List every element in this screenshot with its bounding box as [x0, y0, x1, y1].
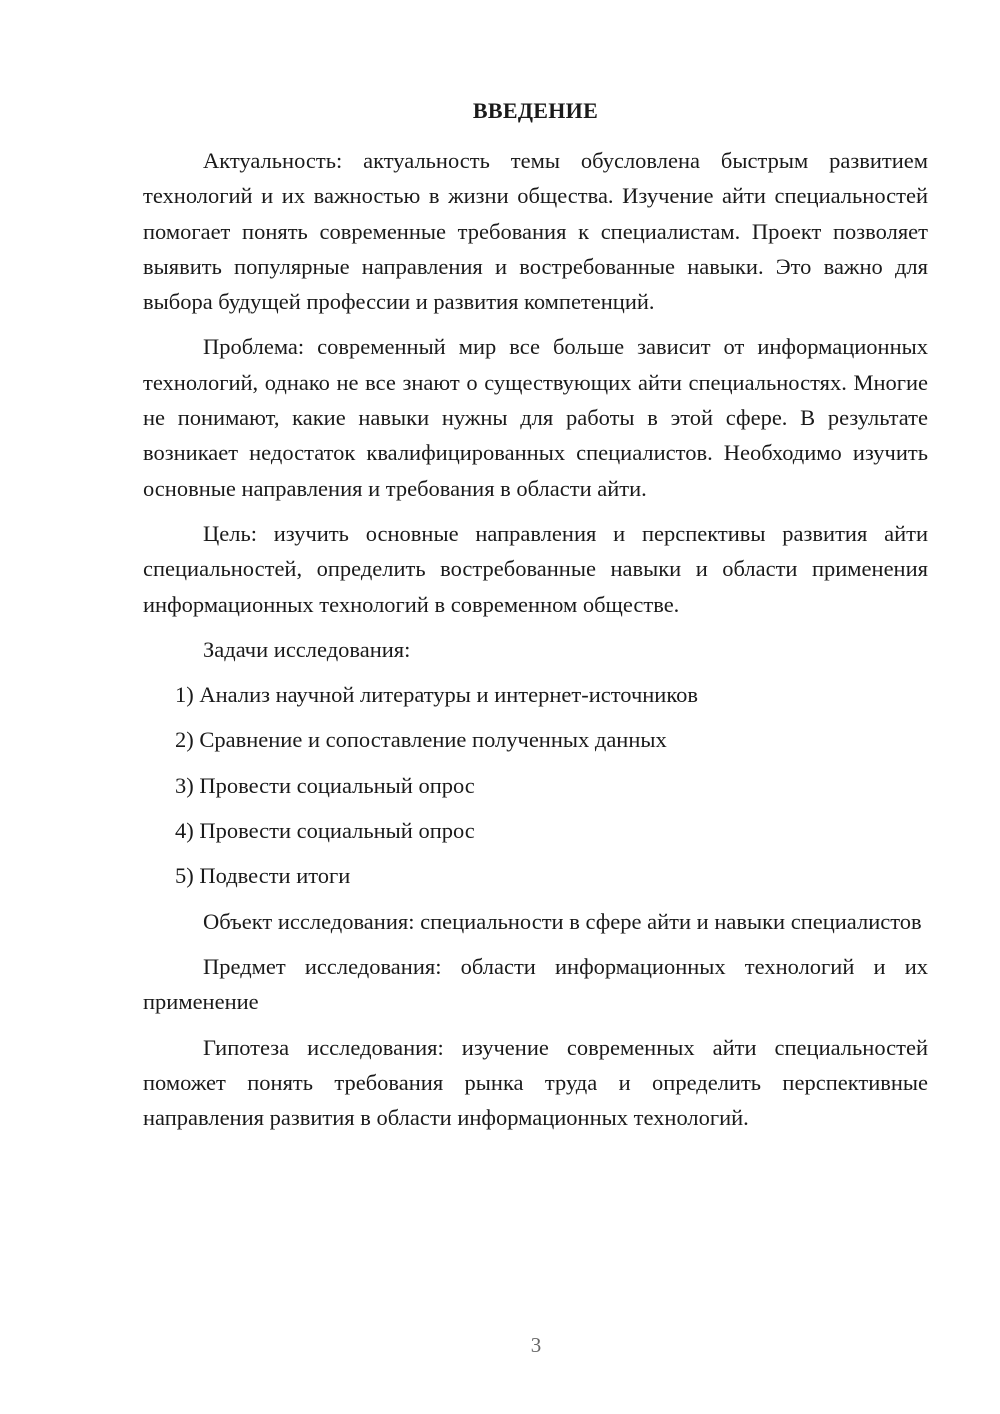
paragraph-problem: Проблема: современный мир все больше зависит от информационных технологий, однако не все знают о существующих айти специальностях. Многие не понимают, какие навыки нужны для работы в этой сфере. В результате возникает недостаток квалифицированных специалистов. Необходимо изучить основные направления и требования в области айти.	[143, 334, 928, 501]
paragraph-subject: Предмет исследования: области информационных технологий и их применение	[143, 953, 928, 1015]
paragraph-relevance: Актуальность: актуальность темы обусловлена быстрым развитием технологий и их важностью в жизни общества. Изучение айти специальностей помогает понять современные требования к специалистам. Проект позволяет выявить популярные направления и востребованные навыки. Это важно для выбора будущей профессии и развития компетенций.	[143, 148, 928, 315]
document-body	[143, 143, 928, 1145]
paragraph-hypothesis: Гипотеза исследования: изучение современных айти специальностей поможет понять требования рынка труда и определить перспективные направления развития в области информационных технологий.	[143, 1034, 928, 1131]
task-item: 2) Сравнение и сопоставление полученных данных	[175, 727, 667, 753]
task-item: 5) Подвести итоги	[175, 863, 351, 889]
task-item: 3) Провести социальный опрос	[175, 772, 475, 798]
task-item: 1) Анализ научной литературы и интернет-источников	[175, 682, 699, 708]
paragraph-goal: Цель: изучить основные направления и перспективы развития айти специальностей, определить востребованные навыки и области применения информационных технологий в современном обществе.	[143, 520, 928, 617]
tasks-heading: Задачи исследования:	[203, 636, 411, 662]
page-title: ВВЕДЕНИЕ	[472, 98, 599, 123]
task-item: 4) Провести социальный опрос	[175, 818, 475, 844]
paragraph-object: Объект исследования: специальности в сфере айти и навыки специалистов	[203, 908, 922, 934]
page-number: 3	[530, 1333, 542, 1357]
